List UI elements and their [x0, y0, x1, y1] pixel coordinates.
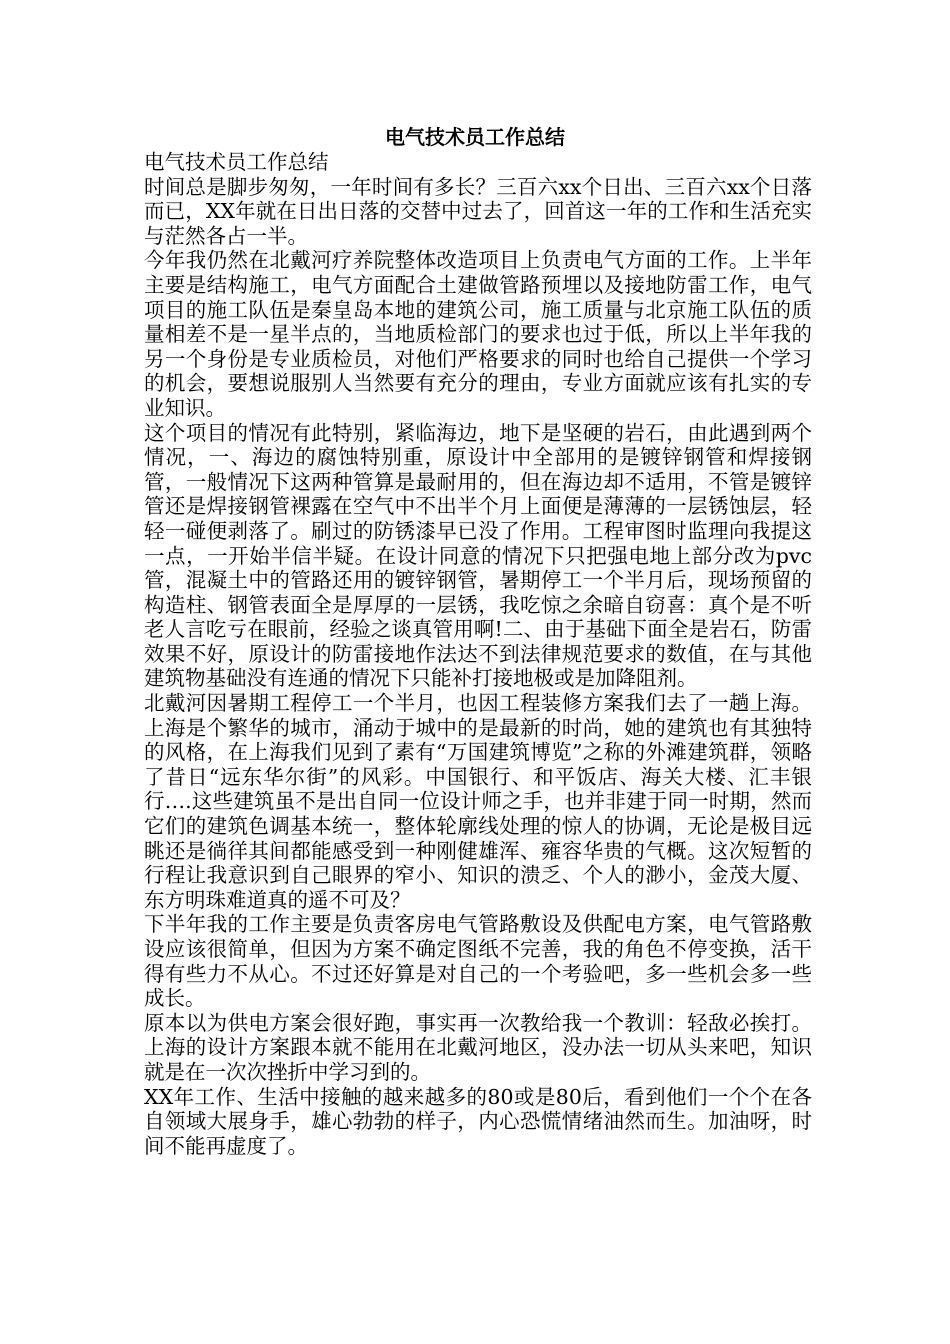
paragraph-closing: XX年工作、生活中接触的越来越多的80或是80后，看到他们一个个在各自领域大展身手，雄心勃勃的样子，内心恐慌情绪油然而生。加油呀，时间不能再虚度了。: [144, 1084, 812, 1158]
paragraph-second-half-year: 下半年我的工作主要是负责客房电气管路敷设及供配电方案，电气管路敷设应该很简单，但因为方案不确定图纸不完善，我的角色不停变换，活干得有些力不从心。不过还好算是对自己的一个考验吧，多一些机会多一些成长。: [144, 912, 812, 1011]
document-title: 电气技术员工作总结: [385, 125, 565, 149]
paragraph-power-supply-lesson: 原本以为供电方案会很好跑，事实再一次教给我一个教训：轻敌必挨打。上海的设计方案跟本就不能用在北戴河地区，没办法一切从头来吧，知识就是在一次次挫折中学习到的。: [144, 1010, 812, 1084]
paragraph-project-conditions: 这个项目的情况有此特别，紧临海边，地下是坚硬的岩石，由此遇到两个情况，一、海边的腐蚀特别重，原设计中全部用的是镀锌钢管和焊接钢管，一般情况下这两种管算是最耐用的，但在海边却不适用，不管是镀锌管还是焊接钢管裸露在空气中不出半个月上面便是薄薄的一层锈蚀层，轻轻一碰便剥落了。刷过的防锈漆早已没了作用。工程审图时监理向我提这一点，一开始半信半疑。在设计同意的情况下只把强电地上部分改为pvc管，混凝土中的管路还用的镀锌钢管，暑期停工一个半月后，现场预留的构造柱、钢管表面全是厚厚的一层锈，我吃惊之余暗自窃喜：真个是不听老人言吃亏在眼前，经验之谈真管用啊!二、由于基础下面全是岩石，防雷效果不好，原设计的防雷接地作法达不到法律规范要求的数值，在与其他建筑物基础没有连通的情况下只能补打接地极或是加降阻剂。: [144, 420, 812, 691]
paragraph-shanghai-trip: 北戴河因暑期工程停工一个半月，也因工程装修方案我们去了一趟上海。上海是个繁华的城市，涌动于城中的是最新的时尚，她的建筑也有其独特的风格，在上海我们见到了素有“万国建筑博览”之称的外滩建筑群，领略了昔日“远东华尔街”的风彩。中国银行、和平饭店、海关大楼、汇丰银行….这些建筑虽不是出自同一位设计师之手，也并非建于同一时期，然而它们的建筑色调基本统一，整体轮廓线处理的惊人的协调，无论是极目远眺还是徜徉其间都能感受到一种刚健雄浑、雍容华贵的气概。这次短暂的行程让我意识到自己眼界的窄小、知识的溃乏、个人的渺小，金茂大厦、东方明珠难道真的遥不可及？: [144, 691, 812, 912]
paragraph-first-half-year: 今年我仍然在北戴河疗养院整体改造项目上负责电气方面的工作。上半年主要是结构施工，电气方面配合土建做管路预埋以及接地防雷工作，电气项目的施工队伍是秦皇岛本地的建筑公司，施工质量与北京施工队伍的质量相差不是一星半点的，当地质检部门的要求也过于低，所以上半年我的另一个身份是专业质检员，对他们严格要求的同时也给自己提供一个学习的机会，要想说服别人当然要有充分的理由，专业方面就应该有扎实的专业知识。: [144, 248, 812, 420]
document-body: [144, 150, 812, 1158]
paragraph-subtitle: 电气技术员工作总结: [144, 150, 329, 174]
paragraph-intro: 时间总是脚步匆匆，一年时间有多长？三百六xx个日出、三百六xx个日落而已，XX年就在日出日落的交替中过去了，回首这一年的工作和生活充实与茫然各占一半。: [144, 174, 812, 248]
